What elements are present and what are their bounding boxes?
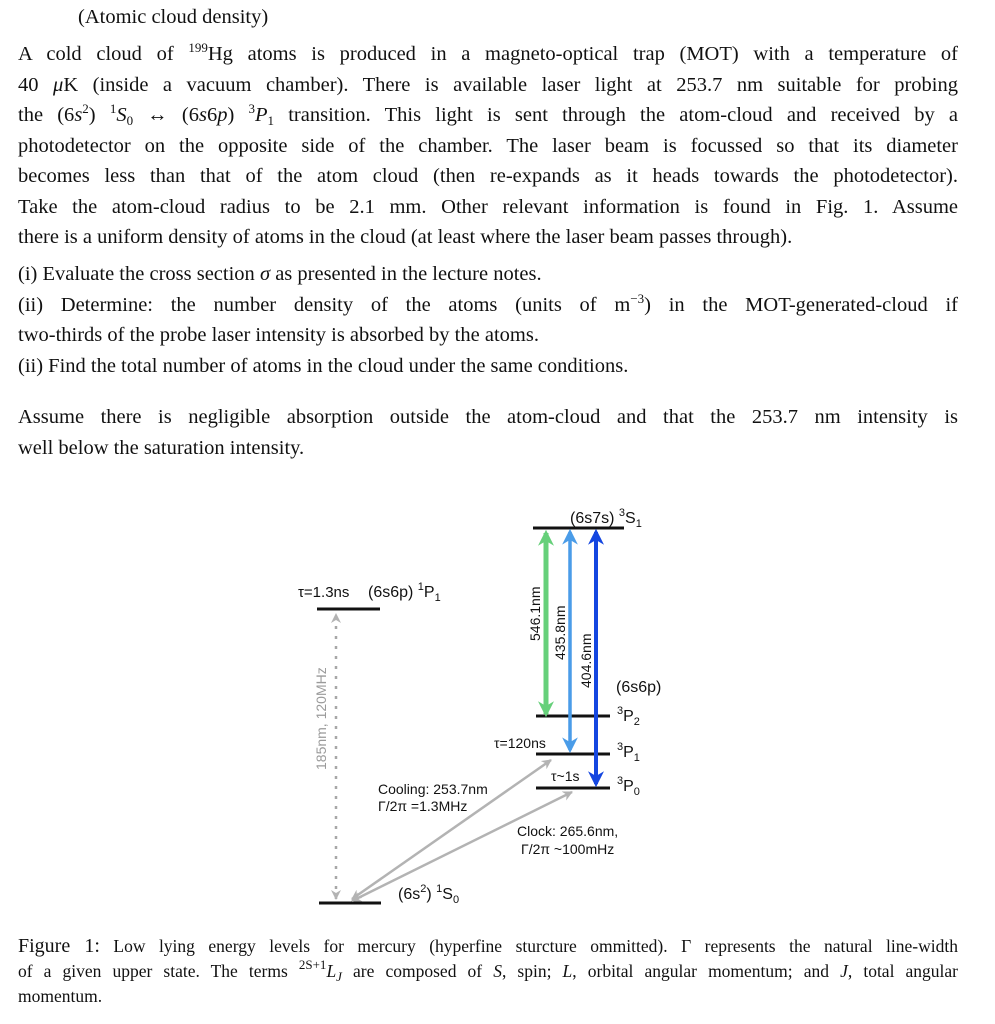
assumption-line-2: well below the saturation intensity. [18,436,305,459]
question-3: (ii) Find the total number of atoms in the cloud under the same conditions. [18,354,629,377]
label-1P1: (6s6p) $^1P_1$ [368,581,441,604]
question-2: (ii) Determine: the number density of the atoms (units of $m^{-3}$) in the MOT-generated-cloud if [18,290,958,316]
question-2-cont: two-thirds of the probe laser intensity is absorbed by the atoms. [18,324,539,346]
problem-title: (Atomic cloud density) [78,6,269,28]
label-185nm: 185nm, 120MHz [313,667,329,770]
assumption-line-1: Assume there is negligible absorption outside the atom-cloud and that the 253.7 nm intensity is [18,406,958,428]
label-tau-3P1: τ=120ns [494,735,546,751]
label-clock-line1: Clock: 265.6nm, [517,823,619,839]
label-1S0: $(6s^2)$ $^1S_0$ [398,883,460,906]
label-3S1: (6s7s) $^3S_1$ [570,507,642,530]
label-435nm: 435.8nm [552,605,568,660]
label-clock-line2: Γ/2π ~100mHz [521,841,615,857]
intro-line-7: there is a uniform density of atoms in the cloud (at least where the laser beam passes through). [18,226,793,248]
label-cooling-line2: Γ/2π =1.3MHz [378,798,468,814]
caption-line-1: Figure 1: Low lying energy levels for mercury (hyperfine sturcture ommitted). Γ represents the natural line-width [18,935,958,957]
figure-caption [18,934,958,1009]
label-cooling-line1: Cooling: 253.7nm [378,781,488,797]
label-546nm: 546.1nm [527,586,543,641]
label-tau-3P0: τ~1s [551,768,580,784]
label-6s6p: (6s6p) [616,679,662,696]
label-404nm: 404.6nm [578,633,594,688]
caption-line-2: of a given upper state. The terms $^{2S+1}L_J$ are composed of S, spin; L, orbital angular momentum; and J, total angular [18,957,958,984]
question-1: (i) Evaluate the cross section σ as presented in the lecture notes. [18,263,542,285]
intro-line-5: becomes less than that of the atom cloud (then re-expands as it heads towards the photodetector). [18,165,958,187]
label-3P2: $^3P_2$ [617,705,640,728]
caption-line-3: momentum. [18,986,103,1006]
intro-line-2: 40 μK (inside a vacuum chamber). There is available laser light at 253.7 nm suitable for probing [18,73,959,96]
intro-line-4: photodetector on the opposite side of the chamber. The laser beam is focussed so that its diameter [18,134,958,157]
label-3P1: $^3P_1$ [617,741,640,764]
intro-line-1: A cold cloud of $^{199}$Hg atoms is produced in a magneto-optical trap (MOT) with a temperature of [18,40,958,65]
label-3P0: $^3P_0$ [617,775,640,798]
label-tau-1P1: τ=1.3ns [298,584,350,601]
intro-line-3: the $(6s^2)$ $^1S_0$ ↔ (6s6p) $^3P_1$ transition. This light is sent through the atom-cloud and received by a [18,101,958,128]
intro-line-6: Take the atom-cloud radius to be 2.1 mm. Other relevant information is found in Fig. 1. Assume [18,195,958,218]
